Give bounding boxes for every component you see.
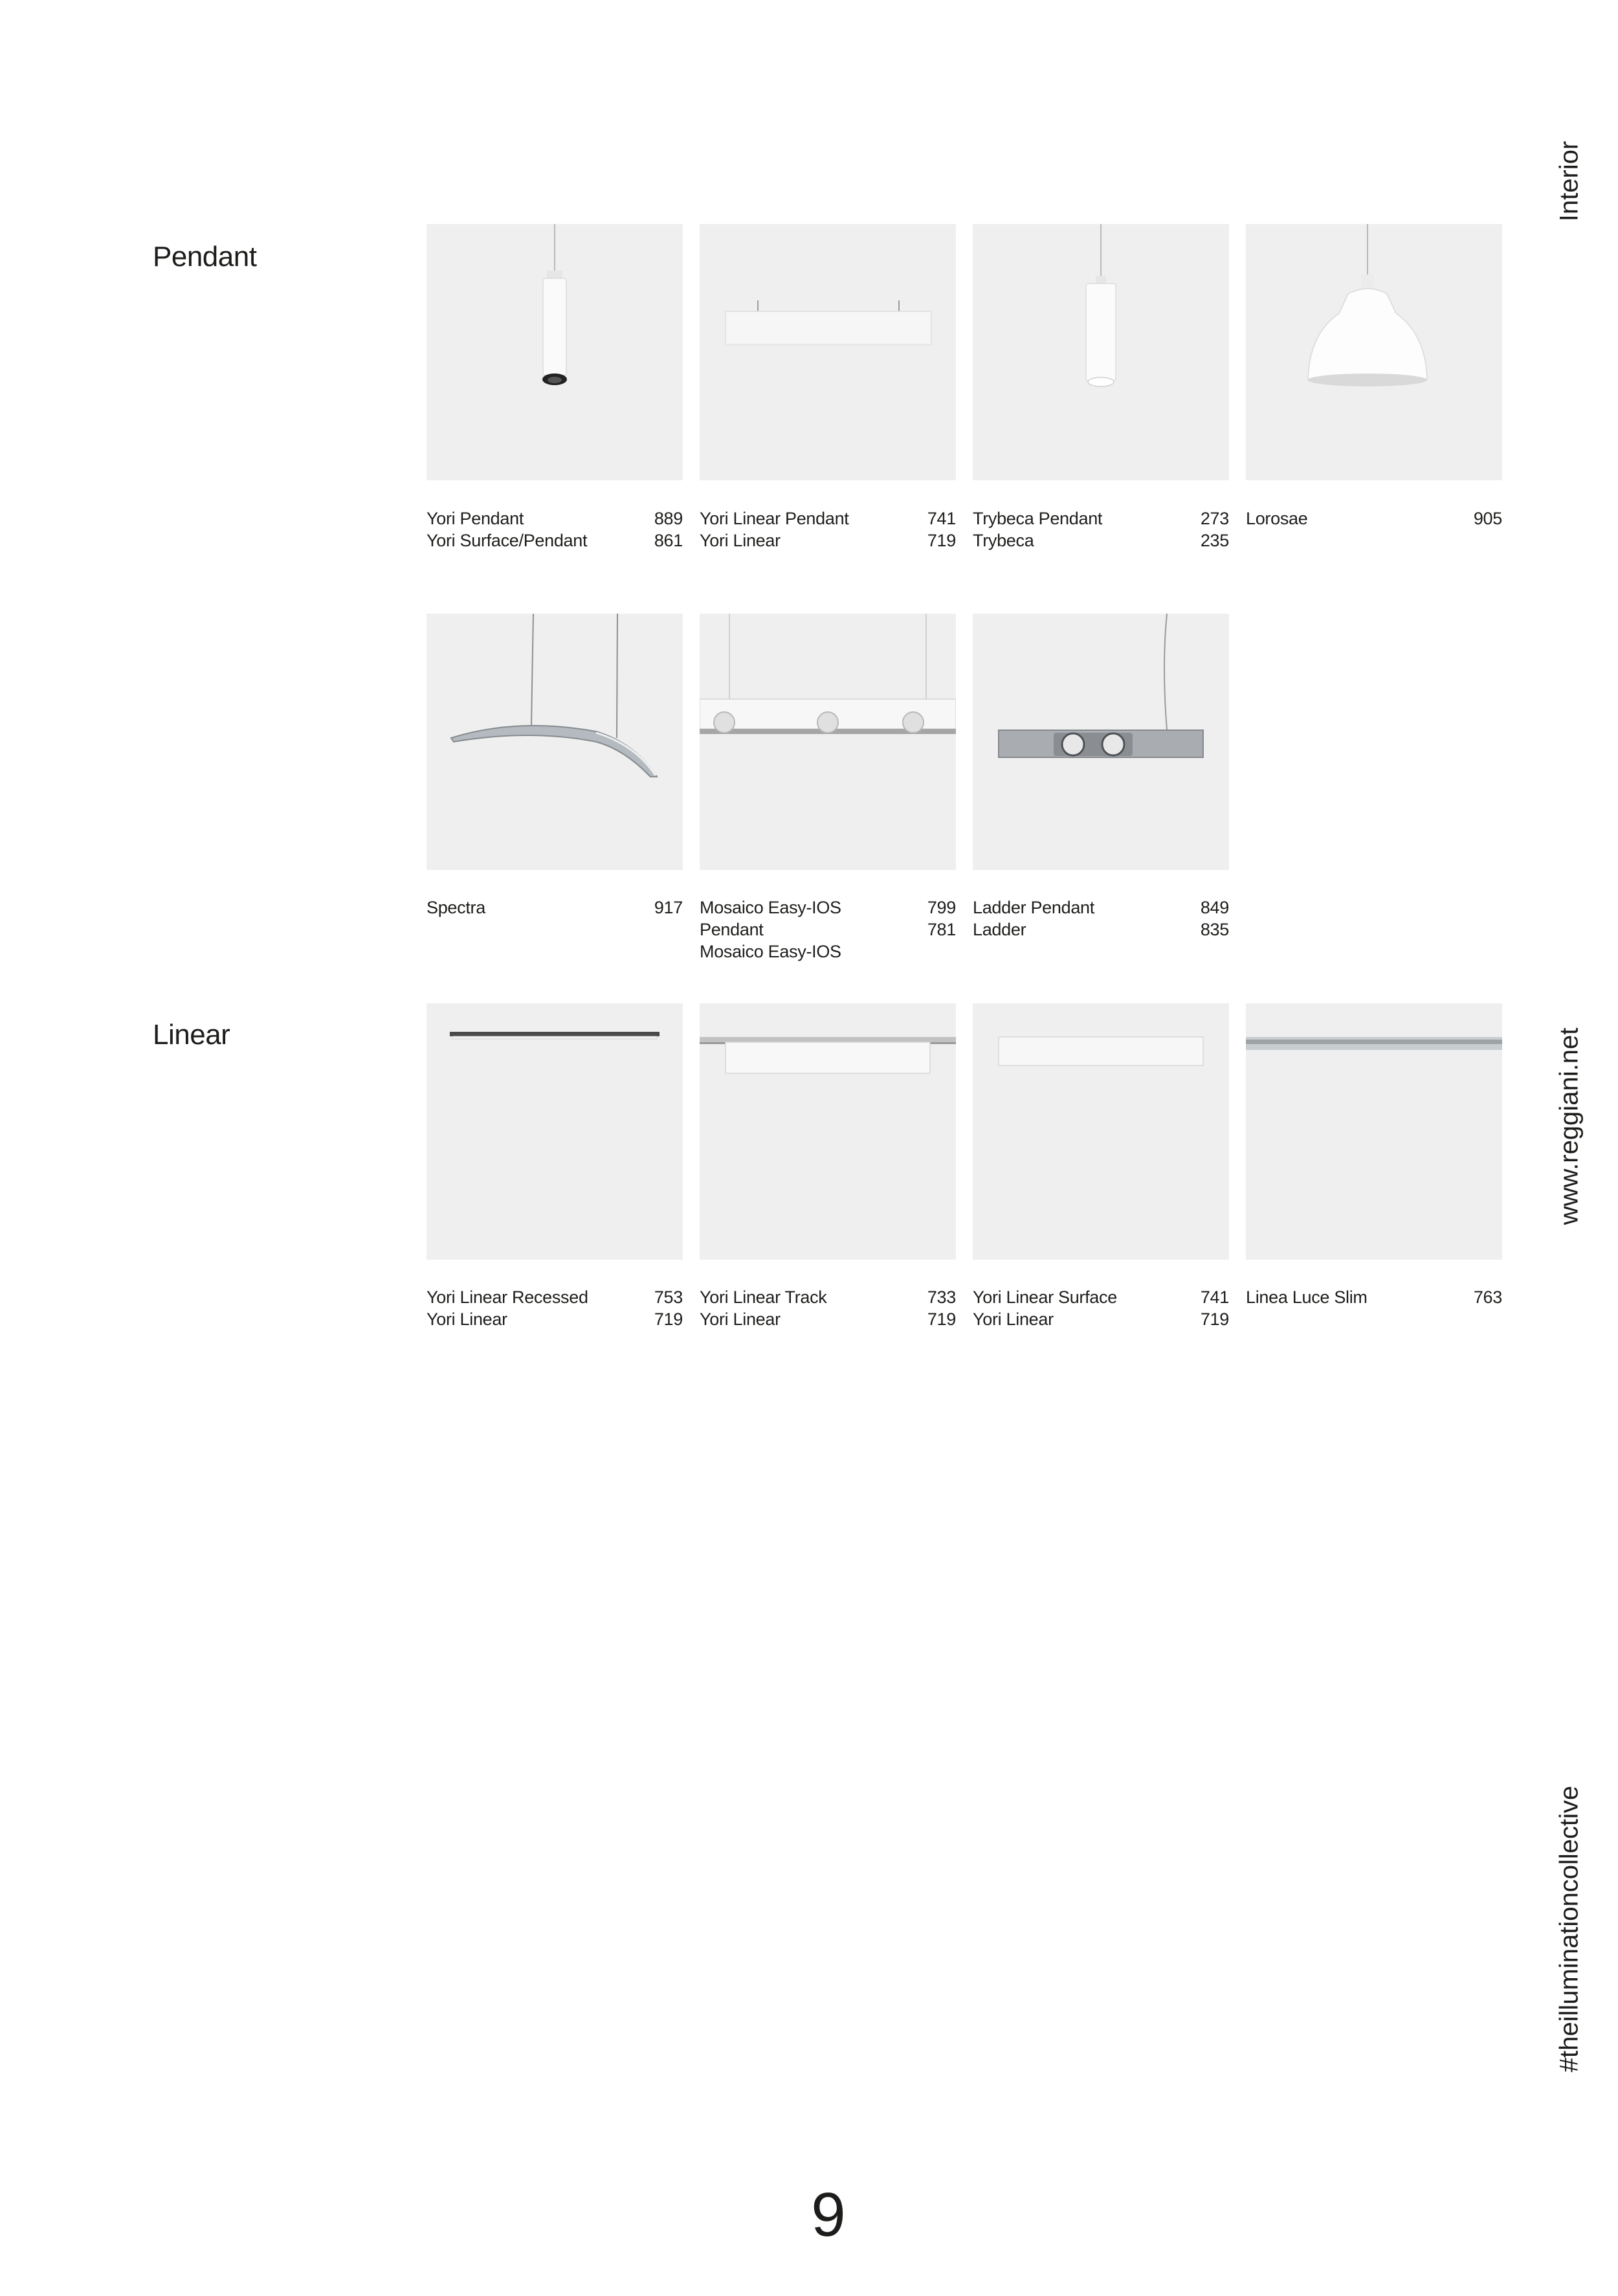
section-title-pendant: Pendant: [153, 241, 257, 273]
product-name[interactable]: Linea Luce Slim: [1246, 1287, 1368, 1307]
product-tile-trybeca-pendant[interactable]: [973, 224, 1229, 480]
page-reference[interactable]: 719: [927, 531, 956, 550]
page-reference[interactable]: 719: [654, 1310, 683, 1329]
caption-line: [700, 1308, 956, 1330]
caption-line: [1246, 507, 1502, 529]
page-reference[interactable]: 917: [654, 898, 683, 917]
linea-luce-slim-icon: [1246, 1003, 1502, 1260]
caption-line: [973, 919, 1229, 941]
product-tile-yori-pendant[interactable]: [427, 224, 683, 480]
product-name[interactable]: Trybeca: [973, 531, 1034, 550]
yori-linear-track-icon: [700, 1003, 956, 1260]
product-tile-yori-linear-track[interactable]: [700, 1003, 956, 1260]
product-name[interactable]: Trybeca Pendant: [973, 509, 1103, 528]
mosaico-easy-ios-icon: [700, 614, 956, 870]
trybeca-pendant-icon: [973, 224, 1229, 480]
product-name[interactable]: Yori Linear: [973, 1310, 1054, 1329]
ladder-pendant-icon: [973, 614, 1229, 870]
product-name[interactable]: Mosaico Easy-IOS: [700, 898, 841, 917]
product-caption-yori-pendant: [427, 507, 683, 552]
sidebar-hashtag: #theilluminationcollective: [1555, 1785, 1584, 2073]
product-caption-ladder-pendant: [973, 897, 1229, 941]
caption-line: [973, 529, 1229, 552]
product-name[interactable]: Ladder: [973, 920, 1026, 939]
spectra-icon: [427, 614, 683, 870]
page-reference[interactable]: 763: [1473, 1287, 1502, 1307]
product-name[interactable]: Yori Linear: [700, 531, 781, 550]
yori-pendant-icon: [427, 224, 683, 480]
product-tile-ladder-pendant[interactable]: [973, 614, 1229, 870]
product-name[interactable]: Yori Linear Surface: [973, 1287, 1117, 1307]
product-caption-mosaico-easy-ios: [700, 897, 956, 963]
page-reference[interactable]: 753: [654, 1287, 683, 1307]
page-reference[interactable]: 719: [927, 1310, 956, 1329]
product-name[interactable]: Pendant: [700, 920, 764, 939]
yori-linear-surface-icon: [973, 1003, 1229, 1260]
caption-line: [973, 507, 1229, 529]
product-caption-yori-linear-recessed: [427, 1286, 683, 1330]
product-name[interactable]: Mosaico Easy-IOS: [700, 942, 841, 961]
product-name[interactable]: Yori Surface/Pendant: [427, 531, 588, 550]
sidebar-category-label: Interior: [1555, 140, 1584, 222]
page-reference[interactable]: 235: [1200, 531, 1229, 550]
product-name[interactable]: Ladder Pendant: [973, 898, 1094, 917]
page-reference[interactable]: 741: [927, 509, 956, 528]
product-caption-yori-linear-track: [700, 1286, 956, 1330]
product-name[interactable]: Yori Linear: [427, 1310, 507, 1329]
section-title-linear: Linear: [153, 1019, 230, 1051]
product-caption-trybeca-pendant: [973, 507, 1229, 552]
caption-line: [973, 897, 1229, 919]
caption-line: [427, 1308, 683, 1330]
page-reference[interactable]: 719: [1200, 1310, 1229, 1329]
page-reference[interactable]: 889: [654, 509, 683, 528]
product-caption-lorosae: [1246, 507, 1502, 529]
product-caption-yori-linear-pendant: [700, 507, 956, 552]
lorosae-icon: [1246, 224, 1502, 480]
caption-line: [427, 507, 683, 529]
caption-line: [427, 529, 683, 552]
product-caption-spectra: [427, 897, 683, 919]
caption-line: [427, 897, 683, 919]
product-name[interactable]: Lorosae: [1246, 509, 1308, 528]
product-name[interactable]: Yori Linear Track: [700, 1287, 827, 1307]
product-tile-yori-linear-recessed[interactable]: [427, 1003, 683, 1260]
caption-line: [700, 529, 956, 552]
page-number: 9: [811, 2180, 846, 2249]
page-reference[interactable]: 861: [654, 531, 683, 550]
product-tile-mosaico-easy-ios[interactable]: [700, 614, 956, 870]
page-reference[interactable]: 799: [927, 898, 956, 917]
caption-line: [700, 919, 956, 941]
product-name[interactable]: Yori Pendant: [427, 509, 524, 528]
caption-line: [700, 1286, 956, 1308]
product-name[interactable]: Yori Linear Pendant: [700, 509, 849, 528]
caption-line: [1246, 1286, 1502, 1308]
caption-line: [700, 507, 956, 529]
product-caption-yori-linear-surface: [973, 1286, 1229, 1330]
page-reference[interactable]: 849: [1200, 898, 1229, 917]
product-tile-linea-luce-slim[interactable]: [1246, 1003, 1502, 1260]
page-reference[interactable]: 905: [1473, 509, 1502, 528]
product-tile-spectra[interactable]: [427, 614, 683, 870]
caption-line: [973, 1286, 1229, 1308]
product-tile-yori-linear-pendant[interactable]: [700, 224, 956, 480]
page-reference[interactable]: 273: [1200, 509, 1229, 528]
page-reference[interactable]: 733: [927, 1287, 956, 1307]
yori-linear-recessed-icon: [427, 1003, 683, 1260]
sidebar-website-link[interactable]: www.reggiani.net: [1555, 1027, 1584, 1225]
caption-line: [427, 1286, 683, 1308]
caption-line: [973, 1308, 1229, 1330]
caption-line: [700, 941, 956, 963]
page-reference[interactable]: 835: [1200, 920, 1229, 939]
product-name[interactable]: Spectra: [427, 898, 485, 917]
product-tile-lorosae[interactable]: [1246, 224, 1502, 480]
product-name[interactable]: Yori Linear Recessed: [427, 1287, 588, 1307]
product-tile-yori-linear-surface[interactable]: [973, 1003, 1229, 1260]
product-caption-linea-luce-slim: [1246, 1286, 1502, 1308]
yori-linear-pendant-icon: [700, 224, 956, 480]
page-reference[interactable]: 741: [1200, 1287, 1229, 1307]
caption-line: [700, 897, 956, 919]
page-reference[interactable]: 781: [927, 920, 956, 939]
product-name[interactable]: Yori Linear: [700, 1310, 781, 1329]
